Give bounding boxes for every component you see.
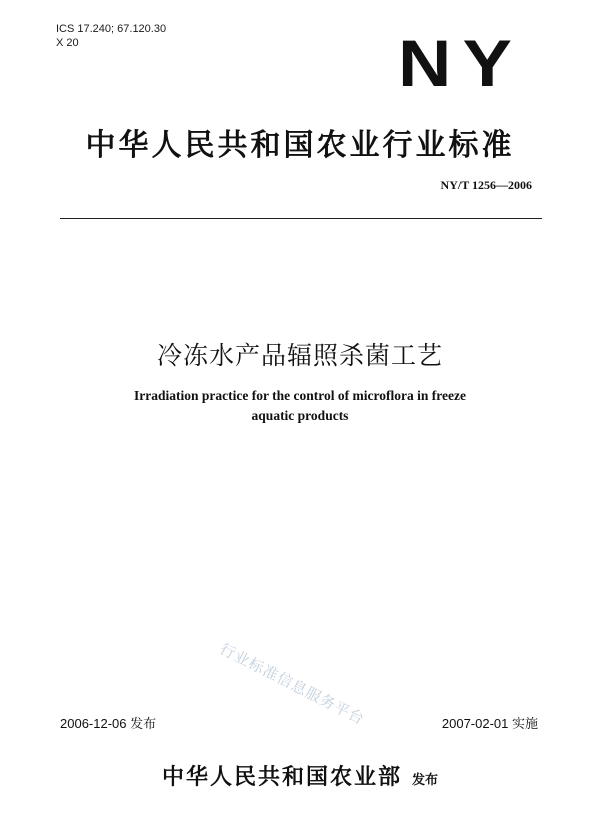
- document-title-cn: 冷冻水产品辐照杀菌工艺: [156, 341, 443, 370]
- page-title: 中华人民共和国农业行业标准: [85, 128, 515, 163]
- en-title-line-2: aquatic products: [251, 408, 349, 423]
- en-title-line-1: Irradiation practice for the control of microflora in freeze: [134, 388, 466, 403]
- ics-code: ICS 17.240; 67.120.30: [56, 23, 167, 35]
- issuer-action: 发布: [412, 773, 439, 788]
- issuer: [0, 760, 600, 791]
- class-code: X 20: [56, 37, 79, 49]
- divider: [60, 218, 542, 219]
- ny-logo: NY: [398, 26, 524, 100]
- classification-codes: [56, 22, 166, 50]
- issuer-org: 中华人民共和国农业部: [161, 765, 402, 790]
- standard-number: NY/T 1256—2006: [440, 178, 532, 192]
- watermark: 行业标准信息服务平台: [216, 639, 368, 729]
- implementation-date: 2007-02-01 实施: [441, 716, 538, 731]
- issue-date: 2006-12-06 发布: [60, 716, 157, 731]
- document-title-en: [60, 386, 540, 426]
